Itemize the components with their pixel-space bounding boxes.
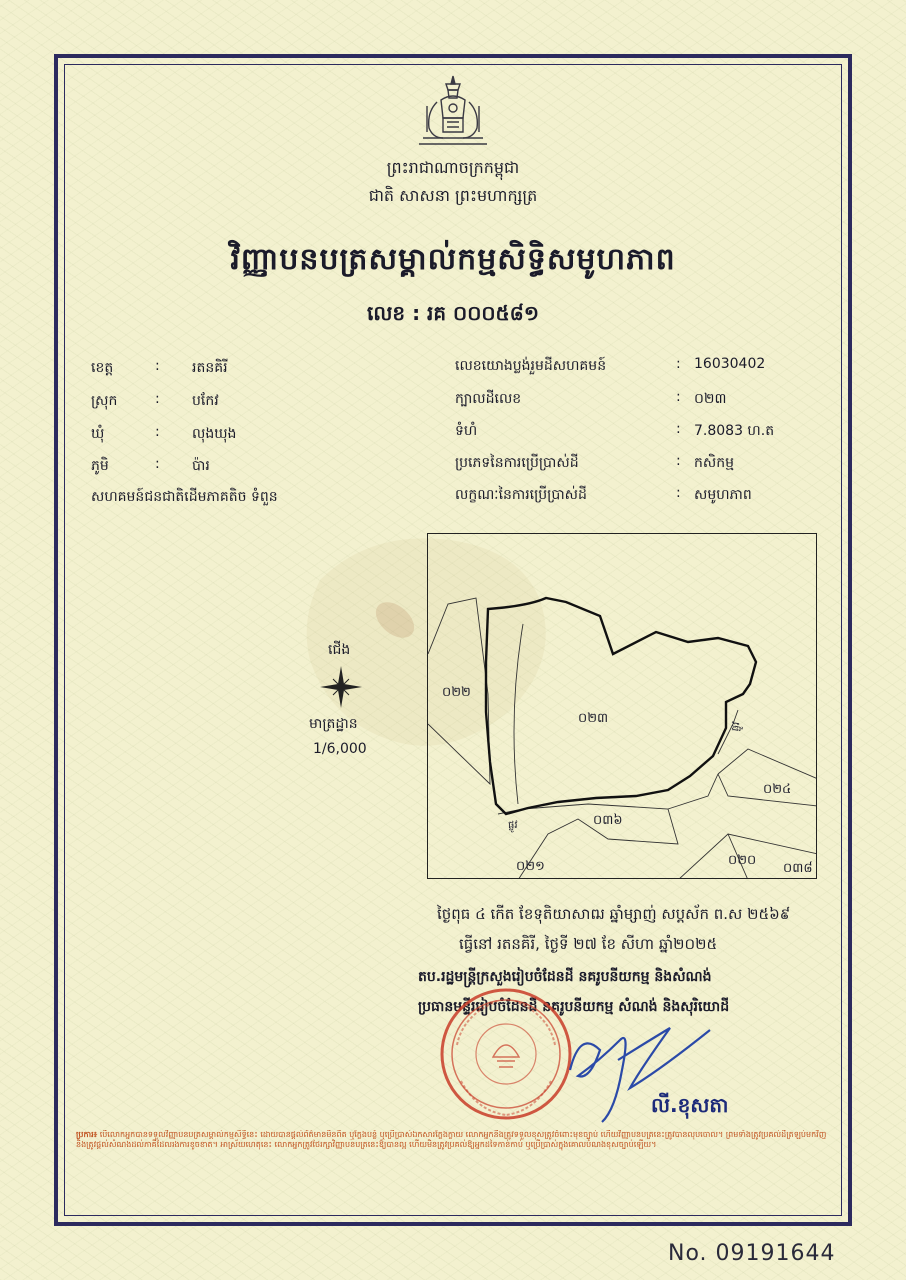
- plot-label-036: ០៣៦: [593, 813, 623, 828]
- legal-notice: [76, 1130, 830, 1182]
- plot-label-024: ០២៤: [763, 782, 792, 797]
- official-seal-icon: [437, 985, 575, 1123]
- national-motto: ជាតិ សាសនា ព្រះមហាក្សត្រ: [368, 186, 538, 205]
- province-value: រតនគិរី: [192, 360, 228, 376]
- province-label: ខេត្ត: [91, 360, 114, 376]
- scale-value: 1/6,000: [313, 741, 367, 757]
- plot-label-022: ០២២: [442, 685, 471, 700]
- road-label-left: ផ្លូវ: [508, 820, 518, 831]
- plot-label-020: ០២០: [728, 853, 757, 868]
- parcel-number-label: ក្បាលដីលេខ: [455, 391, 522, 407]
- signatory-title-line-2: ប្រធានមន្ទីររៀបចំដែនដី នគរូបនីយកម្ម សំណង់ និងសុរិយោដី: [418, 999, 730, 1015]
- place-and-date: ធ្វើនៅ រតនគិរី, ថ្ងៃទី ២៧ ខែ សីហា ឆ្នាំ២០២៥: [459, 935, 718, 953]
- district-colon: :: [155, 391, 160, 407]
- land-use-nature-colon: :: [676, 485, 681, 501]
- lunar-date: ថ្ងៃពុធ ៤ កើត ខែទុតិយាសាឍ ឆ្នាំម្សាញ់ សប្តស័ក ព.ស ២៥៦៩: [437, 905, 791, 923]
- serial-number: No. 09191644: [668, 1241, 836, 1266]
- parcel-number-value: ០២៣: [694, 391, 727, 407]
- province-colon: :: [155, 358, 160, 374]
- land-use-type-value: កសិកម្ម: [694, 455, 734, 471]
- signatory-name: លី.ខុសតា: [651, 1093, 729, 1117]
- plot-label-023: ០២៣: [578, 711, 609, 726]
- compass-rose-icon: [318, 664, 364, 710]
- commune-colon: :: [155, 424, 160, 440]
- community-map-ref-label: លេខយោងប្លង់រួមដីសហគមន៍: [455, 358, 607, 374]
- commune-label: ឃុំ: [91, 426, 105, 442]
- signatory-title-line-1: តប.រដ្ឋមន្ត្រីក្រសួងរៀបចំដែនដី នគរូបនីយកម្ម និងសំណង់: [418, 969, 712, 985]
- area-value: 7.8083 ហ.ត: [694, 423, 775, 439]
- parcel-map: [427, 533, 817, 879]
- village-value: ប៉ារ: [192, 458, 210, 474]
- parcel-number-colon: :: [676, 389, 681, 405]
- plot-label-038: ០៣៨: [783, 861, 813, 876]
- north-label: ជើង: [328, 642, 351, 658]
- legal-notice-label: ប្រការ៖: [76, 1130, 98, 1139]
- district-label: ស្រុក: [91, 393, 118, 409]
- kingdom-name: ព្រះរាជាណាចក្រកម្ពុជា: [386, 158, 520, 177]
- scale-label: មាត្រដ្ឋាន: [309, 716, 358, 732]
- community-map-ref-value: 16030402: [694, 356, 766, 372]
- community-name: សហគមន៍ជនជាតិដើមភាគតិច ទំពួន: [91, 489, 278, 505]
- village-label: ភូមិ: [91, 458, 109, 474]
- legal-notice-text: បើលោកអ្នកបានទទួលវិញ្ញាបនបត្រសម្គាល់កម្មសិទ្ធិនេះ ដោយបានផ្តល់ព័ត៌មានមិនពិត ឬក្លែងបន្លំ ឬប្រើប្រាស់ឯកសារក្លែងក្លាយ លោកអ្នកនឹងត្រូវទទួលខុសត្រូវចំពោះមុខច្បាប់ ហើយវិញ្ញាបនបត្រនេះត្រូវបានលុបចោល។ ព្រមទាំងត្រូវប្រគល់ដីត្រឡប់មកវិញ និងត្រូវផ្តល់សំណងដល់ភាគីដែលរងការខូចខាត។ អាស្រ័យហេតុនេះ លោកអ្នកត្រូវថែរក្សាវិញ្ញាបនបត្រនេះឱ្យបានល្អ ហើយមិនត្រូវប្រគល់ឱ្យអ្នកដទៃកាន់កាប់ ឬប្រើប្រាស់ក្នុងគោលបំណងខុសច្បាប់ឡើយ។: [76, 1130, 827, 1149]
- certificate-number: លេខ : រគ ០០០៥៨១: [367, 301, 539, 325]
- land-use-type-colon: :: [676, 453, 681, 469]
- commune-value: លុងឃុង: [192, 426, 237, 442]
- area-colon: :: [676, 421, 681, 437]
- land-use-type-label: ប្រភេទនៃការប្រើប្រាស់ដី: [455, 455, 579, 471]
- district-value: បកែវ: [192, 393, 219, 409]
- village-colon: :: [155, 456, 160, 472]
- plot-label-021: ០២១: [516, 859, 545, 874]
- area-label: ទំហំ: [455, 423, 478, 439]
- royal-emblem-icon: [413, 72, 493, 150]
- road-label-right: ផ្លូវ: [729, 720, 743, 733]
- land-use-nature-value: សមូហភាព: [694, 487, 752, 503]
- community-map-ref-colon: :: [676, 356, 681, 372]
- certificate-title: វិញ្ញាបនបត្រសម្គាល់កម្មសិទ្ធិសមូហភាព: [230, 242, 676, 277]
- land-use-nature-label: លក្ខណៈនៃការប្រើប្រាស់ដី: [455, 487, 587, 503]
